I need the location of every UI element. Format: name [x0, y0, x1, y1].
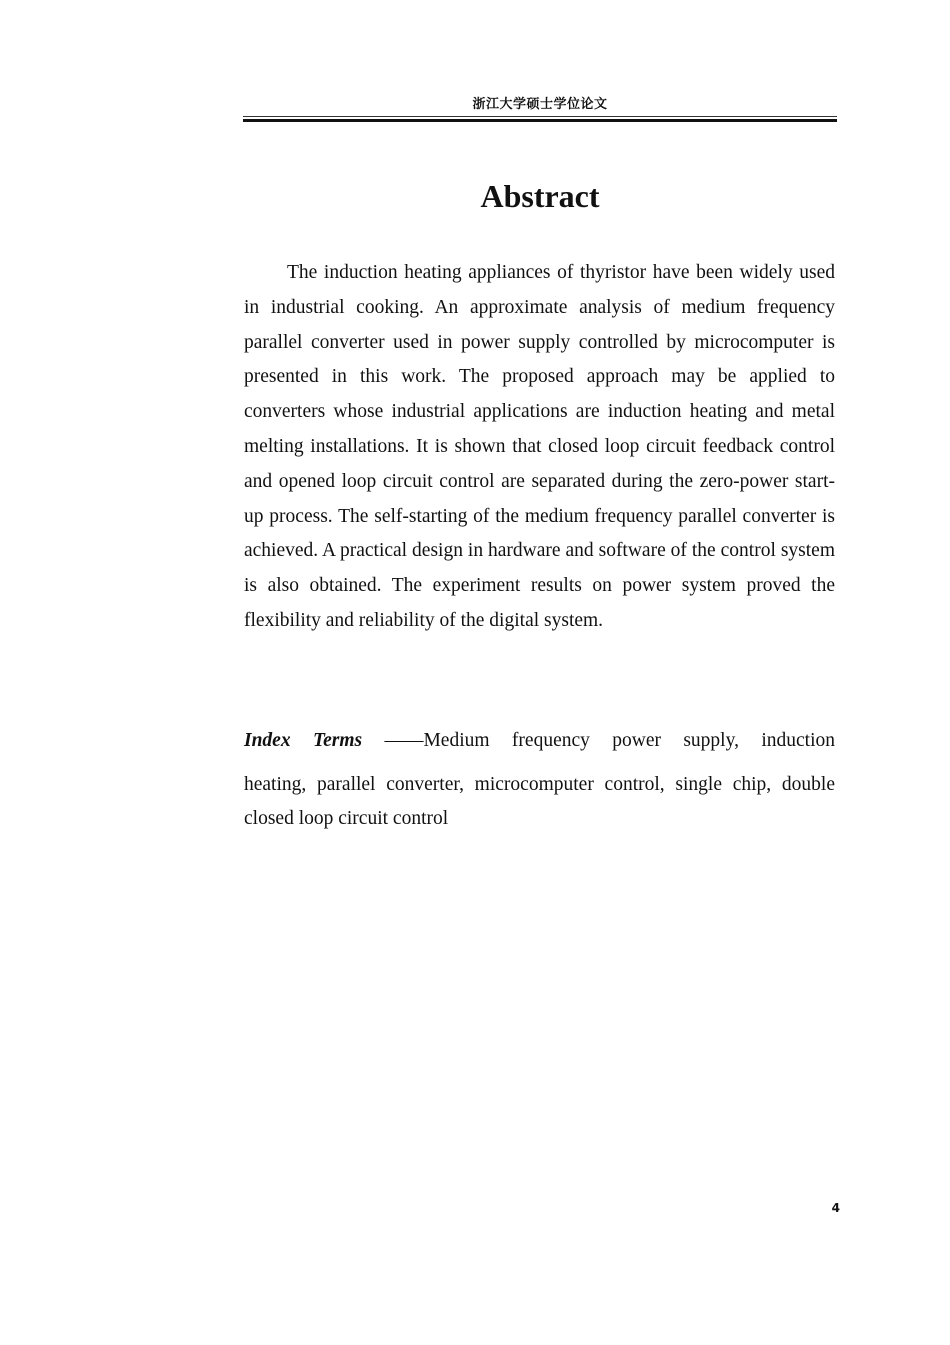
running-header: 浙江大学硕士学位论文 [472, 97, 608, 112]
header-rule-thin [243, 116, 837, 117]
page-number: 4 [831, 1201, 840, 1215]
abstract-paragraph: The induction heating appliances of thyristor have been widely used in industrial cooking. An approximate analysis of medium frequency parallel converter used in power supply controlled by microcomputer is presented in this work. The proposed approach may be applied to converters whose industrial applications are induction heating and metal melting installations. It is shown that closed loop circuit feedback control and opened loop circuit control are separated during the zero-power start-up process. The self-starting of the medium frequency parallel converter is achieved. A practical design in hardware and software of the control system is also obtained. The experiment results on power system proved the flexibility and reliability of the digital system. [244, 262, 835, 631]
index-terms-first-line [244, 724, 835, 758]
header-rule-thick [243, 119, 837, 122]
index-terms-dash: —— [384, 730, 424, 751]
page-title: Abstract [480, 178, 600, 214]
index-terms-rest: heating, parallel converter, microcomputer control, single chip, double closed loop circuit control [244, 774, 835, 829]
index-terms-label: Index Terms [244, 730, 363, 751]
index-terms-first-text: Medium frequency power supply, induction [423, 730, 835, 751]
index-terms [244, 724, 835, 836]
